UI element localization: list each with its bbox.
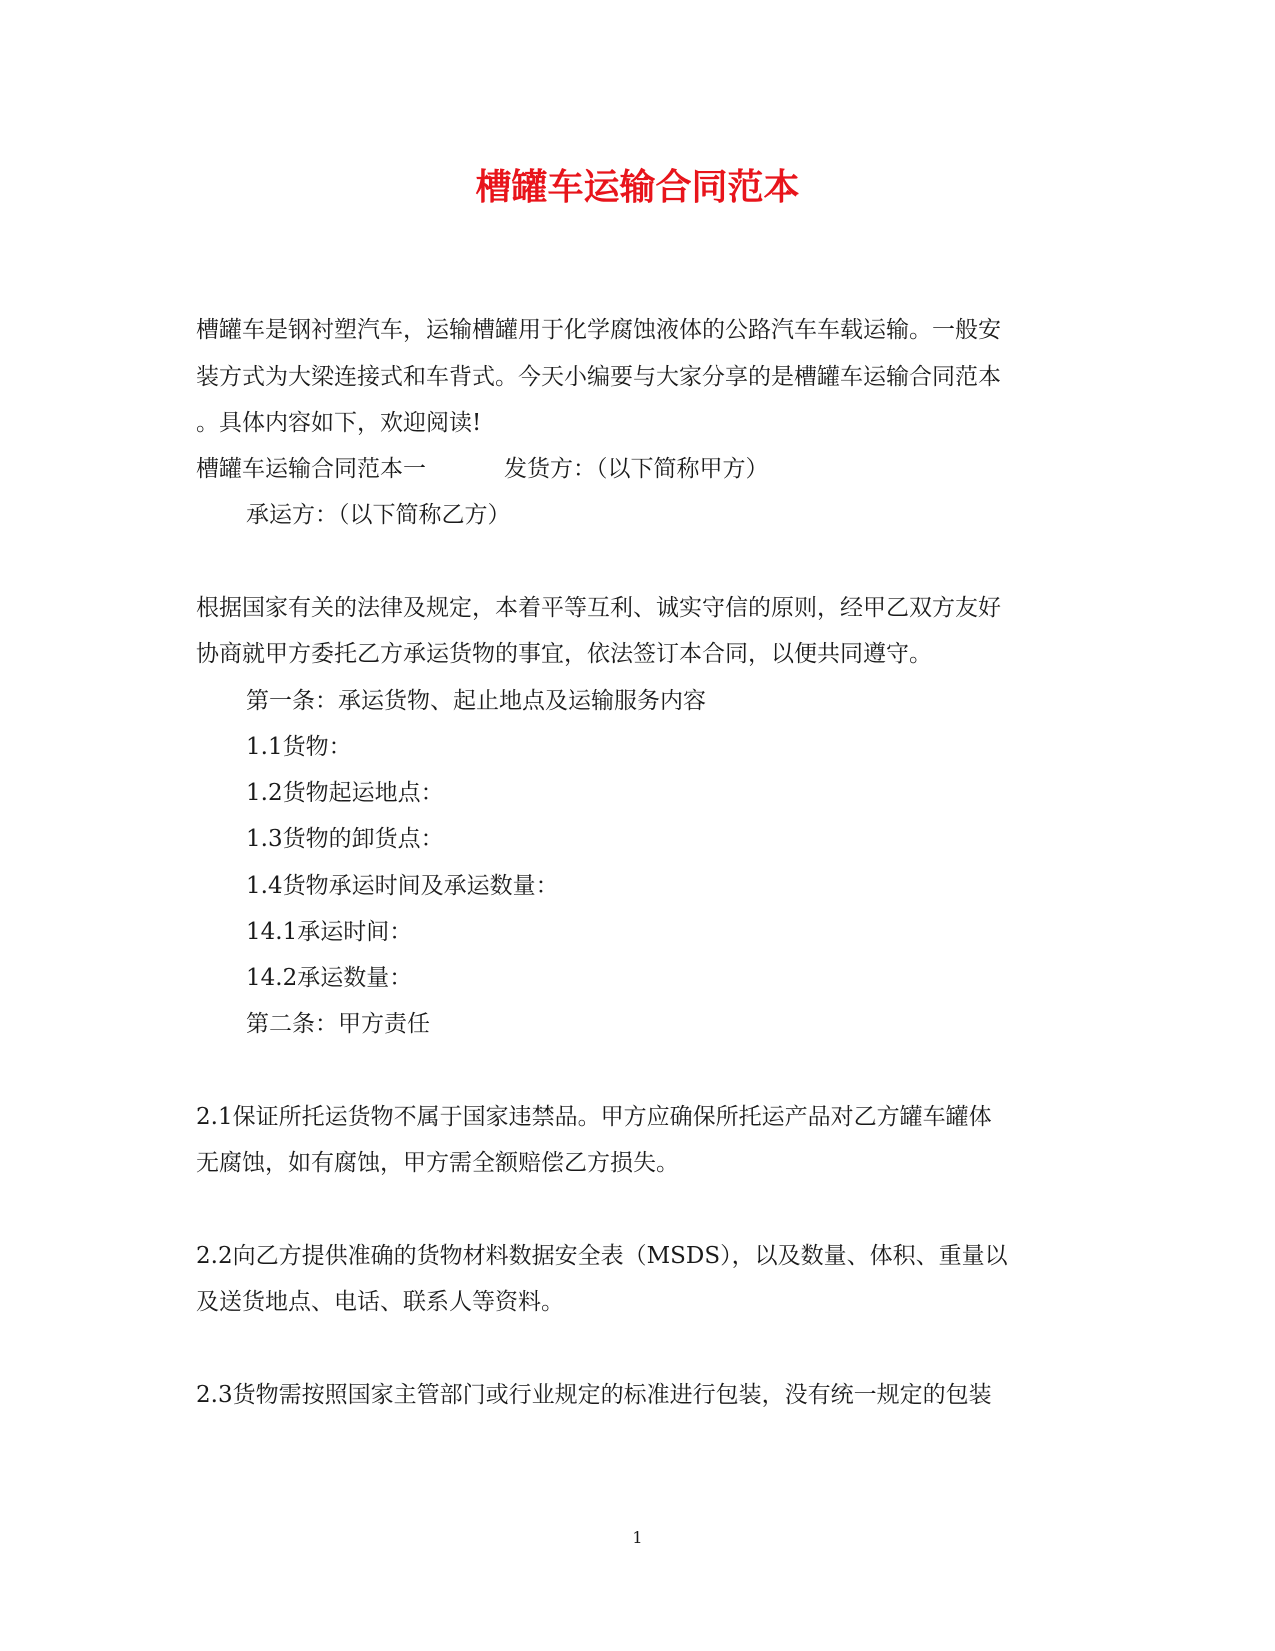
article-1-item: 1.2货物起运地点： (246, 780, 444, 806)
shipper-line: 发货方：（以下简称甲方） (504, 456, 769, 482)
article-1-item: 1.3货物的卸货点： (246, 826, 444, 852)
clause-2-1-line-1: 2.1保证所托运货物不属于国家违禁品。甲方应确保所托运产品对乙方罐车罐体 (196, 1104, 992, 1130)
section-heading-line (196, 453, 769, 485)
clause-2-1-line-2: 无腐蚀，如有腐蚀，甲方需全额赔偿乙方损失。 (196, 1150, 679, 1176)
preamble-line-1: 根据国家有关的法律及规定，本着平等互利、诚实守信的原则，经甲乙双方友好 (196, 595, 1001, 621)
clause-2-2-line-1: 2.2向乙方提供准确的货物材料数据安全表（MSDS），以及数量、体积、重量以 (196, 1243, 1008, 1269)
section-heading: 槽罐车运输合同范本一 (196, 456, 426, 482)
page-number: 1 (632, 1528, 643, 1547)
intro-line-1: 槽罐车是钢衬塑汽车，运输槽罐用于化学腐蚀液体的公路汽车车载运输。一般安 (196, 317, 1001, 343)
article-1-item: 14.1承运时间： (246, 919, 413, 945)
article-1-heading: 第一条：承运货物、起止地点及运输服务内容 (246, 688, 706, 714)
article-1-item: 14.2承运数量： (246, 965, 413, 991)
document-title: 槽罐车运输合同范本 (475, 167, 800, 208)
article-2-heading: 第二条：甲方责任 (246, 1011, 430, 1037)
carrier-line: 承运方：（以下简称乙方） (246, 502, 511, 528)
clause-2-3-line-1: 2.3货物需按照国家主管部门或行业规定的标准进行包装，没有统一规定的包装 (196, 1382, 992, 1408)
intro-line-2: 装方式为大梁连接式和车背式。今天小编要与大家分享的是槽罐车运输合同范本 (196, 364, 1001, 390)
intro-line-3: 。具体内容如下，欢迎阅读! (196, 410, 482, 436)
clause-2-2-line-2: 及送货地点、电话、联系人等资料。 (196, 1289, 564, 1315)
article-1-item: 1.4货物承运时间及承运数量： (246, 873, 559, 899)
article-1-item: 1.1货物： (246, 734, 352, 760)
preamble-line-2: 协商就甲方委托乙方承运货物的事宜，依法签订本合同，以便共同遵守。 (196, 641, 932, 667)
